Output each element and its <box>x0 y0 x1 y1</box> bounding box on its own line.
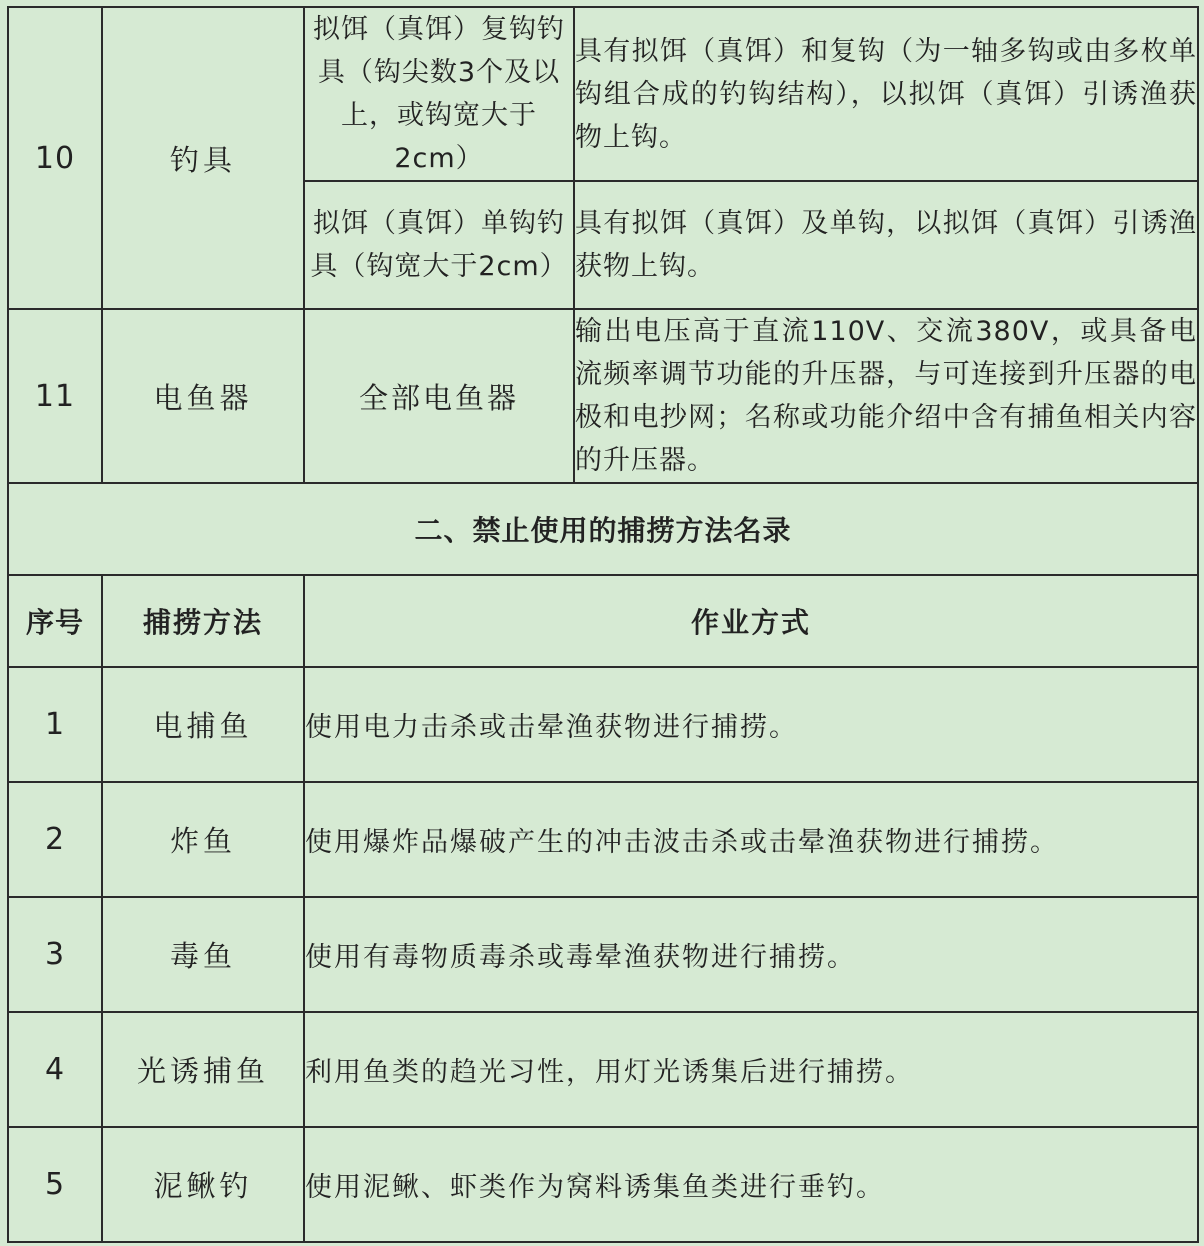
header-mode: 作业方式 <box>304 575 1198 667</box>
table-row <box>8 1012 1198 1127</box>
table-row <box>8 1127 1198 1242</box>
gear-description: 输出电压高于直流110V、交流380V，或具备电流频率调节功能的升压器，与可连接到升压器的电极和电抄网；名称或功能介绍中含有捕鱼相关内容的升压器。 <box>574 309 1198 483</box>
row-index: 4 <box>8 1012 102 1127</box>
table-row <box>8 309 1198 483</box>
gear-subtype: 拟饵（真饵）单钩钓具（钩宽大于2cm） <box>304 181 574 309</box>
header-index: 序号 <box>8 575 102 667</box>
table-row <box>8 782 1198 897</box>
gear-subtype: 全部电鱼器 <box>304 309 574 483</box>
table-row <box>8 897 1198 1012</box>
gear-subtype: 拟饵（真饵）复钩钓具（钩尖数3个及以上，或钩宽大于2cm） <box>304 7 574 181</box>
method-name: 光诱捕鱼 <box>102 1012 304 1127</box>
method-description: 使用有毒物质毒杀或毒晕渔获物进行捕捞。 <box>304 897 1198 1012</box>
gear-name: 电鱼器 <box>102 309 304 483</box>
row-index: 1 <box>8 667 102 782</box>
row-index: 10 <box>8 7 102 309</box>
row-index: 5 <box>8 1127 102 1242</box>
method-description: 使用爆炸品爆破产生的冲击波击杀或击晕渔获物进行捕捞。 <box>304 782 1198 897</box>
method-description: 利用鱼类的趋光习性，用灯光诱集后进行捕捞。 <box>304 1012 1198 1127</box>
method-name: 电捕鱼 <box>102 667 304 782</box>
table-header-row <box>8 575 1198 667</box>
header-method: 捕捞方法 <box>102 575 304 667</box>
method-name: 泥鳅钓 <box>102 1127 304 1242</box>
gear-description: 具有拟饵（真饵）及单钩，以拟饵（真饵）引诱渔获物上钩。 <box>574 181 1198 309</box>
method-name: 炸鱼 <box>102 782 304 897</box>
row-index: 11 <box>8 309 102 483</box>
gear-description: 具有拟饵（真饵）和复钩（为一轴多钩或由多枚单钩组合成的钓钩结构），以拟饵（真饵）引诱渔获物上钩。 <box>574 7 1198 181</box>
method-description: 使用电力击杀或击晕渔获物进行捕捞。 <box>304 667 1198 782</box>
method-description: 使用泥鳅、虾类作为窝料诱集鱼类进行垂钓。 <box>304 1127 1198 1242</box>
table-row <box>8 7 1198 181</box>
row-index: 2 <box>8 782 102 897</box>
prohibited-list-table <box>7 6 1199 1243</box>
table-row <box>8 483 1198 575</box>
table-row <box>8 667 1198 782</box>
gear-name: 钓具 <box>102 7 304 309</box>
method-name: 毒鱼 <box>102 897 304 1012</box>
section-title: 二、禁止使用的捕捞方法名录 <box>8 483 1198 575</box>
row-index: 3 <box>8 897 102 1012</box>
